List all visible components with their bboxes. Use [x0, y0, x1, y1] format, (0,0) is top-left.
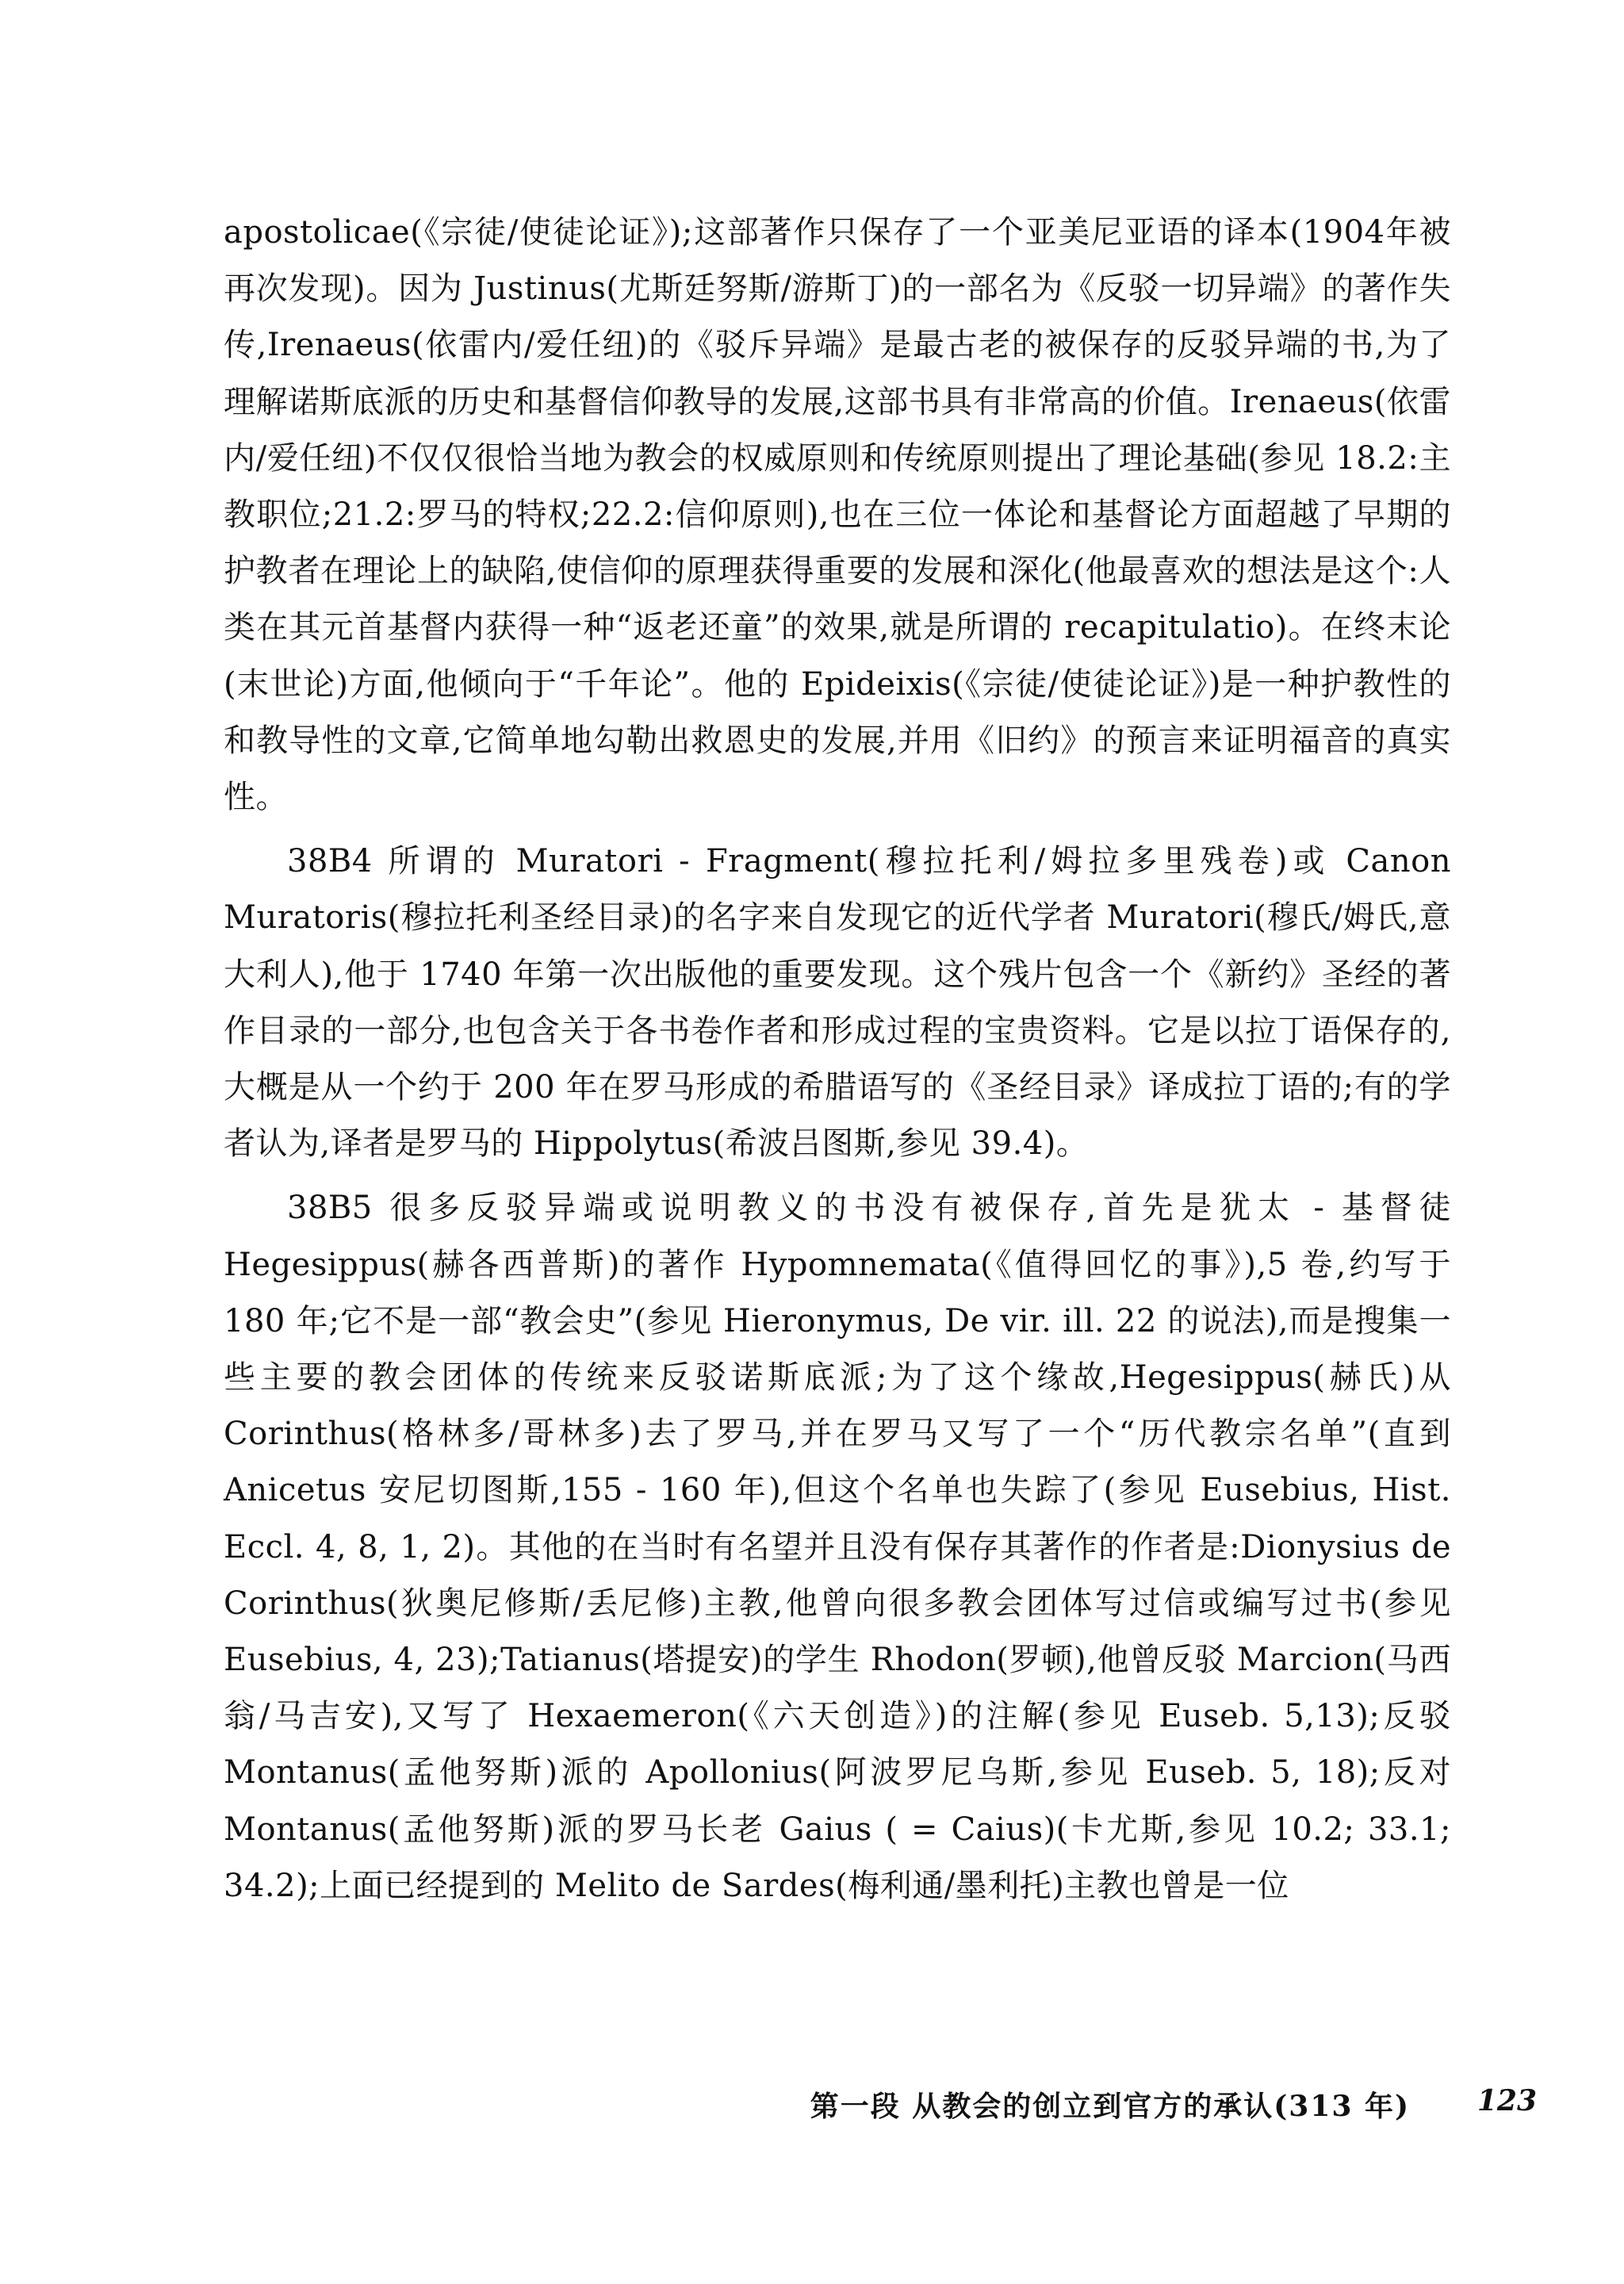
page-number: 123 [1477, 2084, 1537, 2117]
paragraph-38b4: 38B4 所谓的 Muratori - Fragment(穆拉托利/姆拉多里残卷)或 Canon Muratoris(穆拉托利圣经目录)的名字来自发现它的近代学者 Muratori(穆氏/姆氏,意大利人),他于 1740 年第一次出版他的重要发现。这个残片包含一个《新约》圣经的著作目录的一部分,也包含关于各书卷作者和形成过程的宝贵资料。它是以拉丁语保存的,大概是从一个约于 200 年在罗马形成的希腊语写的《圣经目录》译成拉丁语的;有的学者认为,译者是罗马的 Hippolytus(希波吕图斯,参见 39.4)。 [224, 843, 1451, 1163]
paragraph-irenaeus: apostolicae(《宗徒/使徒论证》);这部著作只保存了一个亚美尼亚语的译本(1904年被再次发现)。因为 Justinus(尤斯廷努斯/游斯丁)的一部名为《反驳一切异端》的著作失传,Irenaeus(依雷内/爱任纽)的《驳斥异端》是最古老的被保存的反驳异端的书,为了理解诺斯底派的历史和基督信仰教导的发展,这部书具有非常高的价值。Irenaeus(依雷内/爱任纽)不仅仅很恰当地为教会的权威原则和传统原则提出了理论基础(参见 18.2:主教职位;21.2:罗马的特权;22.2:信仰原则),也在三位一体论和基督论方面超越了早期的护教者在理论上的缺陷,使信仰的原理获得重要的发展和深化(他最喜欢的想法是这个:人类在其元首基督内获得一种“返老还童”的效果,就是所谓的 recapitulatio)。在终末论(末世论)方面,他倾向于“千年论”。他的 Epideixis(《宗徒/使徒论证》)是一种护教性的和教导性的文章,它简单地勾勒出救恩史的发展,并用《旧约》的预言来证明福音的真实性。 [224, 214, 1451, 816]
running-head: 第一段 从教会的创立到官方的承认(313 年) [810, 2090, 1410, 2123]
body-text [224, 205, 1451, 1922]
paragraph-38b5: 38B5 很多反驳异端或说明教义的书没有被保存,首先是犹太 - 基督徒 Hegesippus(赫各西普斯)的著作 Hypomnemata(《值得回忆的事》),5 卷,约写于 180 年;它不是一部“教会史”(参见 Hieronymus, De vir. ill. 22 的说法),而是搜集一些主要的教会团体的传统来反驳诺斯底派;为了这个缘故,Hegesippus(赫氏)从 Corinthus(格林多/哥林多)去了罗马,并在罗马又写了一个“历代教宗名单”(直到 Anicetus 安尼切图斯,155 - 160 年),但这个名单也失踪了(参见 Eusebius, Hist. Eccl. 4, 8, 1, 2)。其他的在当时有名望并且没有保存其著作的作者是:Dionysius de Corinthus(狄奥尼修斯/丢尼修)主教,他曾向很多教会团体写过信或编写过书(参见 Eusebius, 4, 23);Tatianus(塔提安)的学生 Rhodon(罗顿),他曾反驳 Marcion(马西翁/马吉安),又写了 Hexaemeron(《六天创造》)的注解(参见 Euseb. 5,13);反驳 Montanus(孟他努斯)派的 Apollonius(阿波罗尼乌斯,参见 Euseb. 5, 18);反对 Montanus(孟他努斯)派的罗马长老 Gaius ( = Caius)(卡尤斯,参见 10.2; 33.1; 34.2);上面已经提到的 Melito de Sardes(梅利通/墨利托)主教也曾是一位 [224, 1190, 1451, 1904]
page-footer [0, 2084, 1537, 2132]
